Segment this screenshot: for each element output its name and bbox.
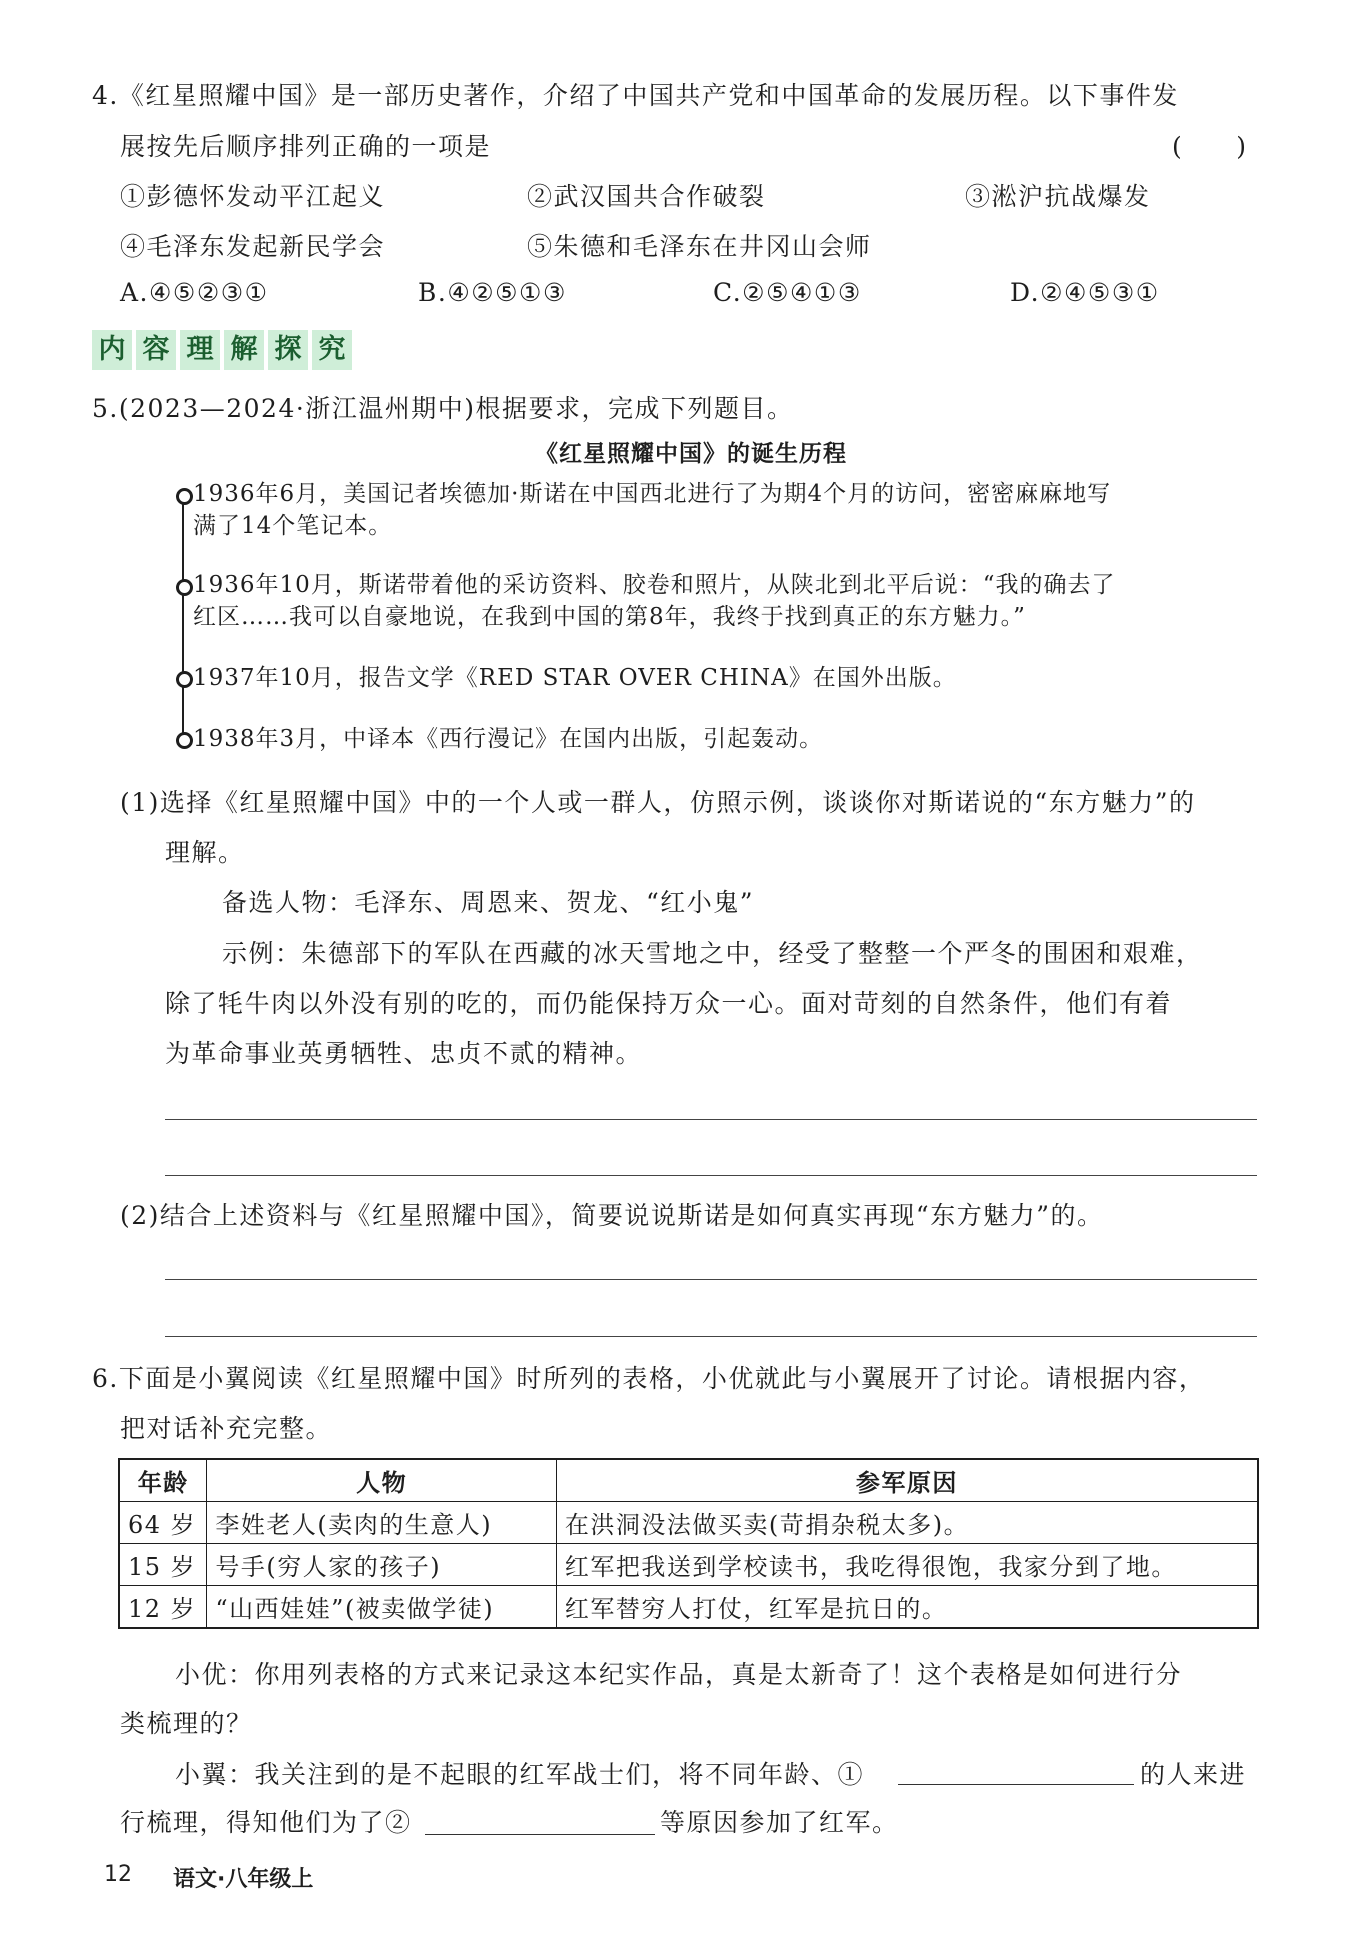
- timeline-dot: [176, 671, 193, 688]
- q4-event-5: ⑤朱德和毛泽东在井冈山会师: [527, 232, 872, 261]
- table-cell-reason: 红军替穷人打仗，红军是抗日的。: [556, 1586, 1258, 1629]
- q6-stem-line1: 6.下面是小翼阅读《红星照耀中国》时所列的表格，小优就此与小翼展开了讨论。请根据内容，: [92, 1364, 1206, 1393]
- table-cell-age: 15 岁: [119, 1544, 207, 1586]
- q5-sub2: (2)结合上述资料与《红星照耀中国》，简要说说斯诺是如何真实再现“东方魅力”的。: [120, 1201, 1104, 1230]
- q4-option-a: A.④⑤②③①: [120, 278, 269, 307]
- subject-label: 语文·八年级上: [173, 1867, 314, 1892]
- recruitment-table: [118, 1458, 1259, 1629]
- timeline-dot: [176, 579, 193, 596]
- table-cell-person: “山西娃娃”(被卖做学徒): [207, 1586, 556, 1629]
- timeline-entry-3: 1937年10月，报告文学《RED STAR OVER CHINA》在国外出版。: [193, 665, 957, 691]
- timeline-entry-1: [193, 478, 1243, 542]
- section-char: 理: [180, 330, 220, 370]
- answer-line[interactable]: [165, 1336, 1257, 1337]
- timeline-entry-2-line1: 1936年10月，斯诺带着他的采访资料、胶卷和照片，从陕北到北平后说：“我的确去了: [193, 572, 1116, 598]
- q4-answer-paren: ( ): [1172, 132, 1248, 161]
- table-header-person: 人物: [207, 1459, 556, 1502]
- q5-example-line3: 为革命事业英勇牺牲、忠贞不贰的精神。: [165, 1039, 643, 1068]
- q4-event-2: ②武汉国共合作破裂: [527, 182, 766, 211]
- section-char: 内: [92, 330, 132, 370]
- q4-event-3: ③淞沪抗战爆发: [965, 182, 1151, 211]
- xiaoyi-text-a: 小翼：我关注到的是不起眼的红军战士们，将不同年龄、①: [175, 1760, 865, 1789]
- table-cell-age: 12 岁: [119, 1586, 207, 1629]
- q5-sub1-line2: 理解。: [165, 838, 245, 867]
- timeline-dot: [176, 488, 193, 505]
- q4-option-b: B.④②⑤①③: [418, 278, 567, 307]
- answer-line[interactable]: [165, 1175, 1257, 1176]
- answer-line[interactable]: [165, 1279, 1257, 1280]
- q4-option-d: D.②④⑤③①: [1010, 278, 1160, 307]
- fill-blank-2[interactable]: [425, 1834, 655, 1835]
- q5-intro: 5.(2023—2024·浙江温州期中)根据要求，完成下列题目。: [92, 394, 794, 423]
- timeline-entry-1-line2: 满了14个笔记本。: [193, 513, 393, 539]
- timeline-entry-1-line1: 1936年6月，美国记者埃德加·斯诺在中国西北进行了为期4个月的访问，密密麻麻地写: [193, 481, 1112, 507]
- q5-candidates: 备选人物：毛泽东、周恩来、贺龙、“红小鬼”: [222, 888, 755, 917]
- timeline-entry-2: [193, 569, 1243, 633]
- section-char: 解: [224, 330, 264, 370]
- table-cell-person: 号手(穷人家的孩子): [207, 1544, 556, 1586]
- q5-example-line2: 除了牦牛肉以外没有别的吃的，而仍能保持万众一心。面对苛刻的自然条件，他们有着: [165, 989, 1173, 1018]
- table-cell-age: 64 岁: [119, 1502, 207, 1544]
- table-cell-reason: 红军把我送到学校读书，我吃得很饱，我家分到了地。: [556, 1544, 1258, 1586]
- q5-example-line1: 示例：朱德部下的军队在西藏的冰天雪地之中，经受了整整一个严冬的围困和艰难，: [222, 939, 1203, 968]
- q4-stem-line1: 4.《红星照耀中国》是一部历史著作，介绍了中国共产党和中国革命的发展历程。以下事件发: [92, 81, 1179, 110]
- section-char: 究: [312, 330, 352, 370]
- table-row: [119, 1586, 1258, 1629]
- section-heading: [92, 330, 352, 370]
- q4-event-4: ④毛泽东发起新民学会: [120, 232, 386, 261]
- timeline-title: 《红星照耀中国》的诞生历程: [535, 441, 847, 467]
- table-row: [119, 1544, 1258, 1586]
- xiaoyou-line2: 类梳理的？: [120, 1709, 253, 1738]
- timeline-entry-2-line2: 红区……我可以自豪地说，在我到中国的第8年，我终于找到真正的东方魅力。”: [193, 604, 1026, 630]
- page-number: 12: [104, 1862, 132, 1887]
- q4-stem-line2: 展按先后顺序排列正确的一项是: [120, 132, 492, 161]
- q5-sub1-line1: (1)选择《红星照耀中国》中的一个人或一群人，仿照示例，谈谈你对斯诺说的“东方魅力”的: [120, 788, 1196, 817]
- q4-option-c: C.②⑤④①③: [713, 278, 862, 307]
- timeline-entry-4: 1938年3月，中译本《西行漫记》在国内出版，引起轰动。: [193, 726, 824, 752]
- table-cell-person: 李姓老人(卖肉的生意人): [207, 1502, 556, 1544]
- section-char: 容: [136, 330, 176, 370]
- table-row: [119, 1502, 1258, 1544]
- xiaoyou-line1: 小优：你用列表格的方式来记录这本纪实作品，真是太新奇了！这个表格是如何进行分: [175, 1660, 1183, 1689]
- q4-event-1: ①彭德怀发动平江起义: [120, 182, 386, 211]
- xiaoyi-text-d: 等原因参加了红军。: [660, 1808, 899, 1837]
- timeline-dot: [176, 732, 193, 749]
- xiaoyi-text-c: 行梳理，得知他们为了②: [120, 1808, 412, 1837]
- fill-blank-1[interactable]: [898, 1784, 1134, 1785]
- table-header-reason: 参军原因: [556, 1459, 1258, 1502]
- table-cell-reason: 在洪洞没法做买卖(苛捐杂税太多)。: [556, 1502, 1258, 1544]
- table-header-row: [119, 1459, 1258, 1502]
- section-char: 探: [268, 330, 308, 370]
- xiaoyi-text-b: 的人来进: [1140, 1760, 1247, 1789]
- table-header-age: 年龄: [119, 1459, 207, 1502]
- timeline-axis: [182, 490, 184, 744]
- answer-line[interactable]: [165, 1119, 1257, 1120]
- q6-stem-line2: 把对话补充完整。: [120, 1414, 333, 1443]
